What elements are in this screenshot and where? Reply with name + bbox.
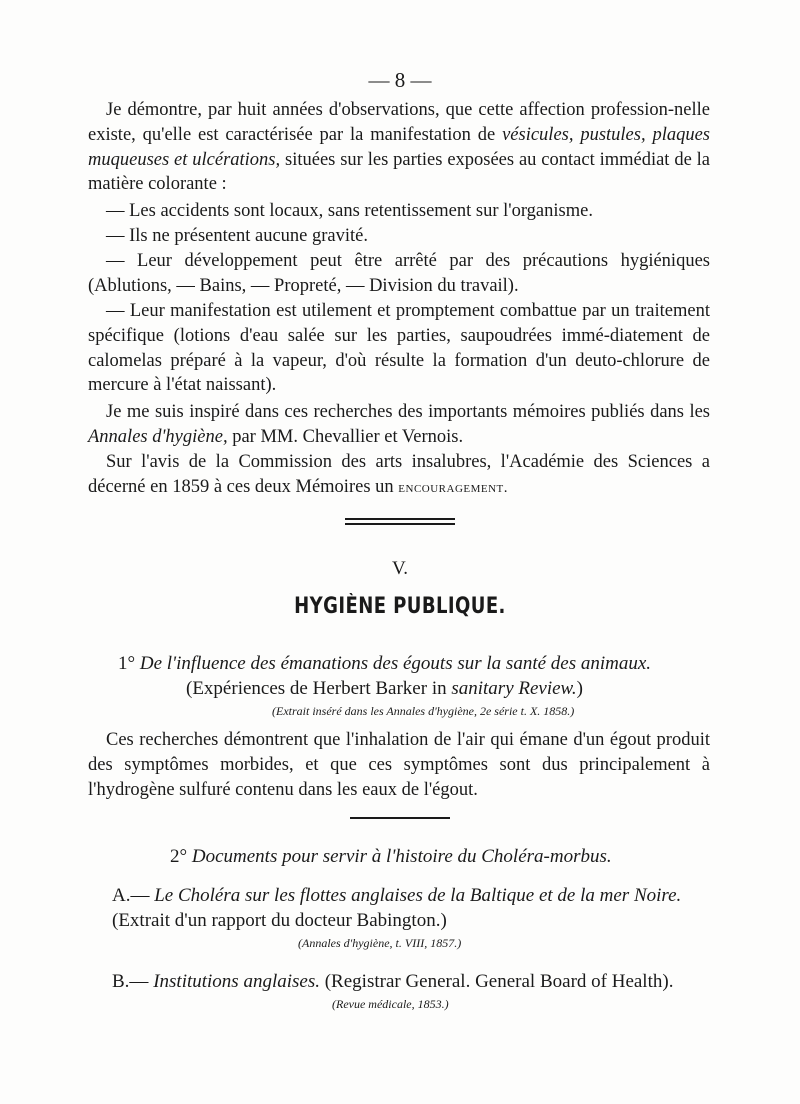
- section-title: HYGIÈNE PUBLIQUE.: [294, 594, 506, 619]
- paragraph-inspiration: Je me suis inspiré dans ces recherches des importants mémoires publiés dans les Annales d'hygiène, par MM. Chevallier et Vernois.: [88, 402, 710, 447]
- item1-reference: (Extrait inséré dans les Annales d'hygiène, 2e série t. X. 1858.): [272, 704, 575, 718]
- divider-double-top: [345, 518, 455, 520]
- paragraph-academy: Sur l'avis de la Commission des arts insalubres, l'Académie des Sciences a décerné en 1859 à ces deux Mémoires un encouragement.: [88, 452, 710, 497]
- item1-text: Ces recherches démontrent que l'inhalation de l'air qui émane d'un égout produit des symptômes morbides, et que ces symptômes sont dus principalement à l'hydrogène sulfuré contenu dans les eaux de l'égout.: [88, 730, 710, 800]
- item2-a-reference: (Annales d'hygiène, t. VIII, 1857.): [298, 936, 462, 950]
- paragraph-treatment: — Leur manifestation est utilement et promptement combattue par un traitement spécifique (lotions d'eau salée sur les parties, saupoudrées immé-diatement de calomelas préparé à la vapeur, d'où résulte la formation d'un deuto-chlorure de mercure à l'état naissant).: [88, 301, 710, 396]
- item2-b-title: B.— Institutions anglaises. (Registrar General. General Board of Health).: [112, 971, 674, 992]
- paragraph-precautions: — Leur développement peut être arrêté par des précautions hygiéniques (Ablutions, — Bains, — Propreté, — Division du travail).: [88, 251, 710, 296]
- item2-a-title: A.— Le Choléra sur les flottes anglaises de la Baltique et de la mer Noire.: [112, 885, 682, 906]
- paragraph-local-accidents: — Les accidents sont locaux, sans retentissement sur l'organisme.: [106, 201, 593, 221]
- divider-double-bottom: [345, 523, 455, 525]
- paragraph-observations: Je démontre, par huit années d'observations, que cette affection profession-nelle existe, qu'elle est caractérisée par la manifestation de vésicules, pustules, plaques muqueuses et ulcérations, situées sur les parties exposées au contact immédiat de la matière colorante :: [88, 100, 710, 195]
- divider-single: [350, 817, 450, 819]
- item2-a-source: (Extrait d'un rapport du docteur Babington.): [112, 910, 447, 931]
- section-number: V.: [391, 558, 409, 579]
- item2-b-reference: (Revue médicale, 1853.): [332, 997, 449, 1011]
- paragraph-no-gravity: — Ils ne présentent aucune gravité.: [106, 226, 368, 246]
- item2-heading: 2° Documents pour servir à l'histoire du Choléra-morbus.: [170, 846, 612, 867]
- item1-source: (Expériences de Herbert Barker in sanitary Review.): [186, 678, 583, 699]
- item1-heading: 1° De l'influence des émanations des égouts sur la santé des animaux.: [118, 653, 652, 674]
- page-number: — 8 —: [368, 68, 432, 92]
